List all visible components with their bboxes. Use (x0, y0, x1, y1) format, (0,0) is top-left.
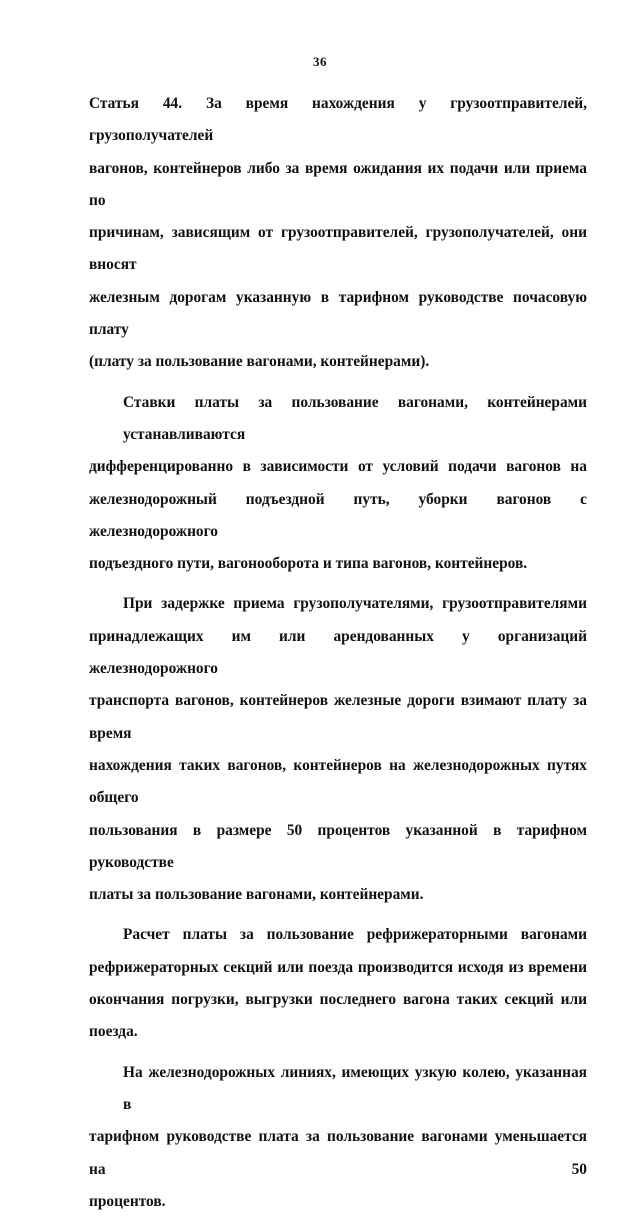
article-body (89, 88, 587, 1226)
paragraph-5-line-3: процентов. (89, 1192, 166, 1210)
paragraph-4-line-2: рефрижераторных секций или поезда производится исходя из времени (89, 958, 587, 976)
paragraph-3-line-4: нахождения таких вагонов, контейнеров на железнодорожных путях общего (89, 756, 587, 807)
paragraph-5-line-1: На железнодорожных линиях, имеющих узкую колею, указанная в (123, 1063, 587, 1113)
paragraph-5-line-2: тарифном руководстве плата за пользование вагонами уменьшается на 50 (89, 1128, 587, 1178)
paragraph-2 (89, 387, 587, 581)
paragraph-3 (89, 588, 587, 911)
paragraph-1-line-4: железным дорогам указанную в тарифном руководстве почасовую плату (89, 288, 587, 339)
paragraph-2-line-4: подъездного пути, вагонооборота и типа вагонов, контейнеров. (89, 555, 528, 573)
paragraph-5 (89, 1057, 587, 1218)
paragraph-3-line-3: транспорта вагонов, контейнеров железные дороги взимают плату за время (89, 692, 587, 742)
paragraph-1 (89, 88, 587, 379)
paragraph-1-line-2: вагонов, контейнеров либо за время ожидания их подачи или приема по (89, 159, 587, 209)
paragraph-1-line-5: (плату за пользование вагонами, контейнерами). (89, 353, 430, 371)
paragraph-4 (89, 919, 587, 1048)
paragraph-2-line-3: железнодорожный подъездной путь, уборки вагонов с железнодорожного (89, 490, 587, 540)
paragraph-3-line-1: При задержке приема грузополучателями, грузоотправителями (123, 595, 587, 613)
paragraph-2-line-1: Ставки платы за пользование вагонами, контейнерами устанавливаются (123, 393, 587, 443)
paragraph-1-line-3: причинам, зависящим от грузоотправителей, грузополучателей, они вносят (89, 224, 587, 274)
paragraph-2-line-2: дифференцированно в зависимости от условий подачи вагонов на (89, 458, 587, 476)
page-number: 36 (313, 54, 327, 69)
paragraph-3-line-5: пользования в размере 50 процентов указанной в тарифном руководстве (89, 821, 587, 871)
paragraph-3-line-2: принадлежащих им или арендованных у организаций железнодорожного (89, 627, 587, 678)
paragraph-4-line-1: Расчет платы за пользование рефрижераторными вагонами (123, 926, 587, 944)
article-label: Статья 44. (89, 95, 183, 112)
paragraph-1-line-1: Статья 44. За время нахождения у грузоотправителей, грузополучателей (89, 95, 588, 145)
paragraph-4-line-3: окончания погрузки, выгрузки последнего вагона таких секций или поезда. (89, 991, 587, 1041)
paragraph-3-line-6: платы за пользование вагонами, контейнерами. (89, 886, 424, 904)
